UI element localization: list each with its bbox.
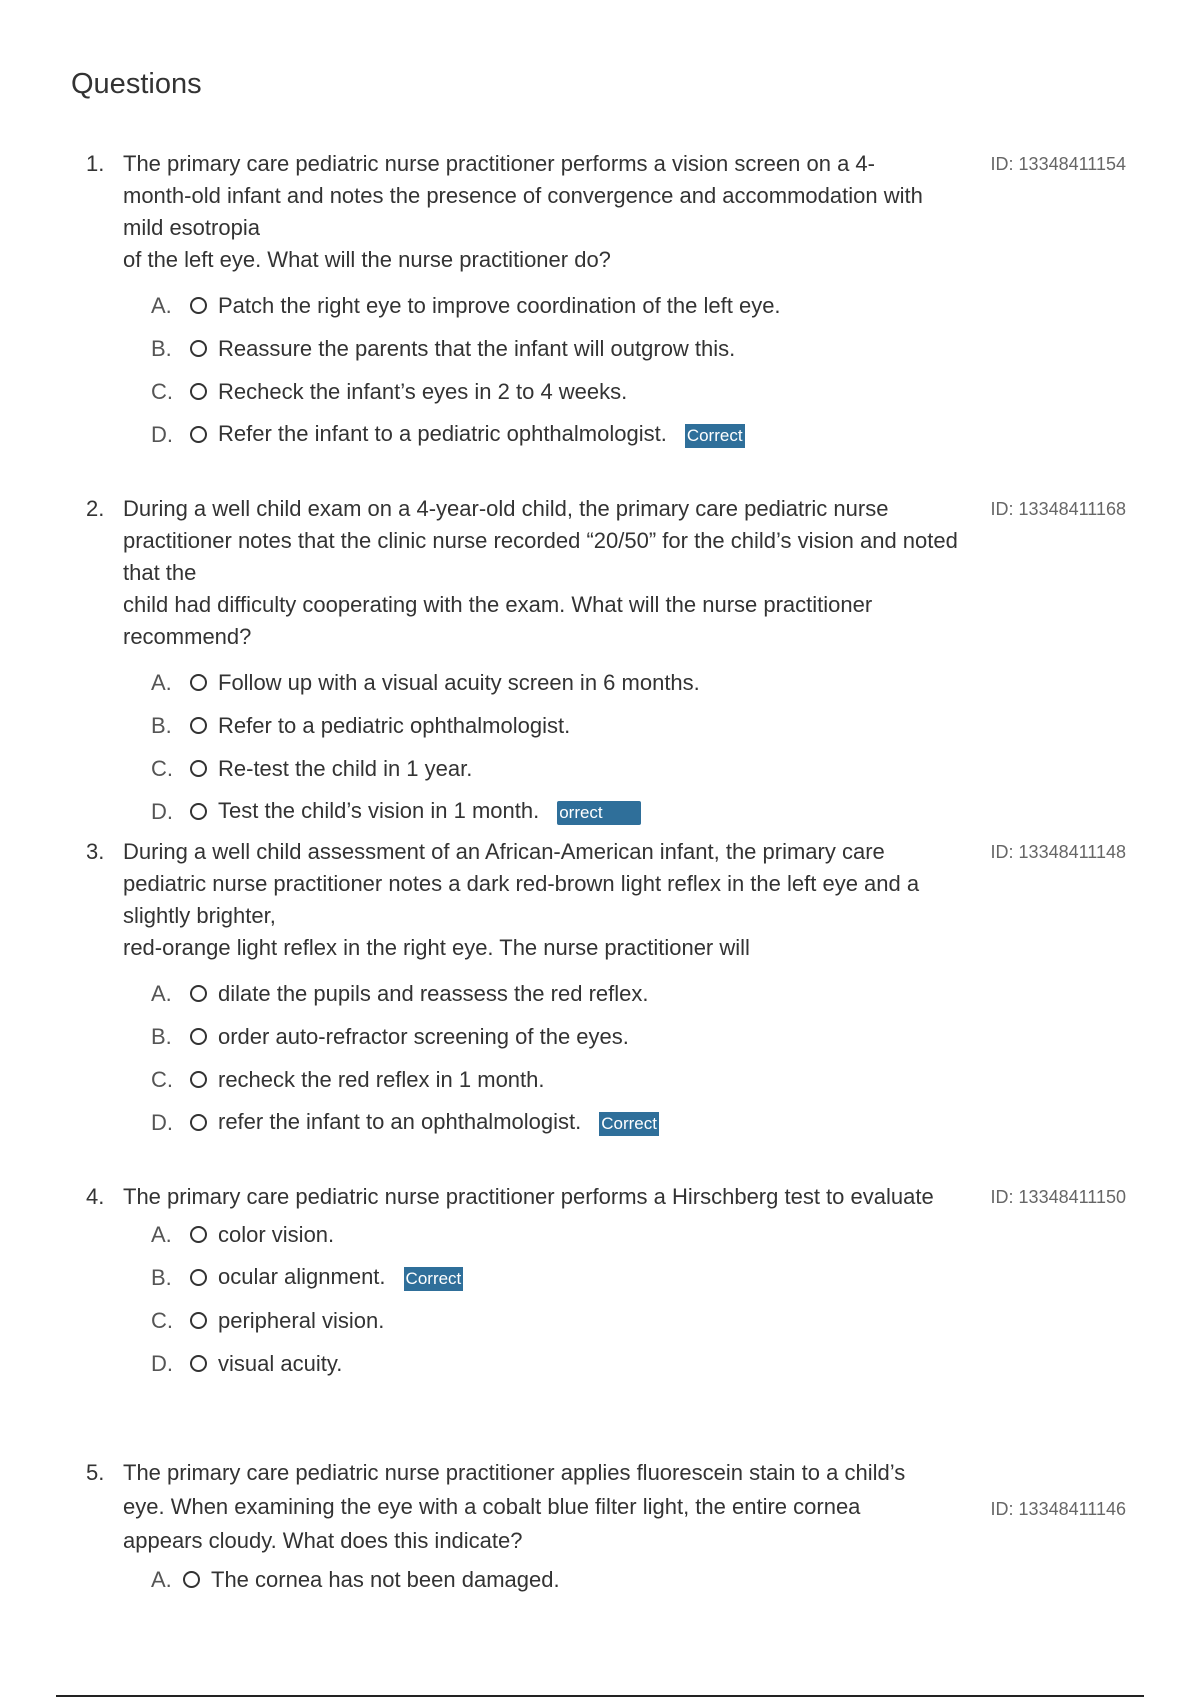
radio-button[interactable] bbox=[190, 1071, 207, 1088]
question-line: appears cloudy. What does this indicate? bbox=[123, 1528, 523, 1553]
option-a[interactable] bbox=[86, 972, 1126, 1015]
option-text: visual acuity. bbox=[218, 1350, 343, 1376]
radio-button[interactable] bbox=[183, 1571, 200, 1588]
option-text: Refer to a pediatric ophthalmologist. bbox=[218, 712, 571, 738]
option-c[interactable] bbox=[86, 747, 1126, 790]
radio-button[interactable] bbox=[190, 717, 207, 734]
radio-button[interactable] bbox=[190, 803, 207, 820]
option-text bbox=[218, 798, 641, 824]
question-id: ID: 13348411148 bbox=[990, 842, 1126, 862]
radio-button[interactable] bbox=[190, 985, 207, 1002]
correct-badge: Correct bbox=[685, 424, 745, 448]
option-letter: C. bbox=[151, 1307, 173, 1333]
option-c[interactable] bbox=[86, 1299, 1126, 1342]
option-a[interactable] bbox=[86, 1213, 1126, 1256]
radio-button[interactable] bbox=[190, 674, 207, 691]
option-b[interactable] bbox=[86, 327, 1126, 370]
question-line: The primary care pediatric nurse practitioner performs a vision screen on a 4- bbox=[123, 151, 875, 176]
radio-button[interactable] bbox=[190, 426, 207, 443]
correct-badge: Correct bbox=[599, 1112, 659, 1136]
question-line: month-old infant and notes the presence of convergence and accommodation with mild esotropia bbox=[123, 183, 923, 240]
option-letter: A. bbox=[151, 292, 172, 318]
radio-button[interactable] bbox=[190, 1114, 207, 1131]
radio-button[interactable] bbox=[190, 340, 207, 357]
question-line: pediatric nurse practitioner notes a dark red-brown light reflex in the left eye and a slightly brighter, bbox=[123, 871, 920, 928]
option-letter: A. bbox=[151, 1221, 172, 1247]
option-text bbox=[218, 421, 745, 447]
option-letter: D. bbox=[151, 798, 173, 824]
question-line: The primary care pediatric nurse practitioner applies fluorescein stain to a child’s bbox=[123, 1460, 906, 1485]
question-number: 4. bbox=[86, 1184, 105, 1209]
option-b[interactable] bbox=[86, 704, 1126, 747]
question-stem bbox=[86, 836, 1126, 964]
option-text: recheck the red reflex in 1 month. bbox=[218, 1066, 545, 1092]
question-line: red-orange light reflex in the right eye. The nurse practitioner will bbox=[123, 935, 750, 960]
question-stem bbox=[86, 493, 1126, 653]
option-text: color vision. bbox=[218, 1221, 335, 1247]
option-letter: B. bbox=[151, 335, 172, 361]
option-letter: C. bbox=[151, 378, 173, 404]
option-text: dilate the pupils and reassess the red reflex. bbox=[218, 980, 649, 1006]
option-letter: D. bbox=[151, 1109, 173, 1135]
radio-button[interactable] bbox=[190, 760, 207, 777]
radio-button[interactable] bbox=[190, 1355, 207, 1372]
question-id: ID: 13348411154 bbox=[990, 154, 1126, 174]
question-line: eye. When examining the eye with a cobalt blue filter light, the entire cornea bbox=[123, 1494, 861, 1519]
correct-badge: Correct bbox=[404, 1267, 464, 1291]
option-letter: D. bbox=[151, 1350, 173, 1376]
option-text: peripheral vision. bbox=[218, 1307, 385, 1333]
radio-button[interactable] bbox=[190, 1269, 207, 1286]
page-bottom-divider bbox=[56, 1695, 1144, 1697]
option-letter: D. bbox=[151, 421, 173, 447]
option-a[interactable] bbox=[86, 1558, 1126, 1601]
radio-button[interactable] bbox=[190, 1226, 207, 1243]
question-5 bbox=[86, 1456, 1126, 1601]
option-d[interactable] bbox=[86, 790, 1126, 833]
option-text-content: refer the infant to an ophthalmologist. bbox=[218, 1109, 582, 1135]
question-line: During a well child assessment of an African-American infant, the primary care bbox=[123, 839, 885, 864]
question-3 bbox=[86, 836, 1126, 1144]
question-id: ID: 13348411168 bbox=[990, 499, 1126, 519]
option-c[interactable] bbox=[86, 370, 1126, 413]
option-letter: C. bbox=[151, 755, 173, 781]
question-line: The primary care pediatric nurse practitioner performs a Hirschberg test to evaluate bbox=[123, 1184, 934, 1209]
question-number: 3. bbox=[86, 839, 105, 864]
option-letter: A. bbox=[151, 980, 172, 1006]
correct-badge: orrect bbox=[557, 801, 641, 825]
option-text-content: Test the child’s vision in 1 month. bbox=[218, 798, 540, 824]
option-text-content: Refer the infant to a pediatric ophthalmologist. bbox=[218, 421, 667, 447]
option-d[interactable] bbox=[86, 413, 1126, 456]
option-letter: B. bbox=[151, 1264, 172, 1290]
option-c[interactable] bbox=[86, 1058, 1126, 1101]
radio-button[interactable] bbox=[190, 1312, 207, 1329]
question-number: 1. bbox=[86, 151, 105, 176]
option-letter: B. bbox=[151, 1023, 172, 1049]
question-number: 5. bbox=[86, 1460, 105, 1485]
option-text: Follow up with a visual acuity screen in 6 months. bbox=[218, 669, 700, 695]
option-text bbox=[218, 1109, 659, 1135]
option-b[interactable] bbox=[86, 1256, 1126, 1299]
question-4 bbox=[86, 1181, 1126, 1385]
question-line: of the left eye. What will the nurse practitioner do? bbox=[123, 247, 611, 272]
radio-button[interactable] bbox=[190, 1028, 207, 1045]
answer-options bbox=[86, 1213, 1126, 1385]
question-stem bbox=[86, 148, 1126, 276]
question-number: 2. bbox=[86, 496, 105, 521]
question-2 bbox=[86, 493, 1126, 833]
option-a[interactable] bbox=[86, 284, 1126, 327]
question-line: During a well child exam on a 4-year-old child, the primary care pediatric nurse bbox=[123, 496, 889, 521]
question-stem bbox=[86, 1181, 1126, 1213]
option-a[interactable] bbox=[86, 661, 1126, 704]
option-letter: C. bbox=[151, 1066, 173, 1092]
option-d[interactable] bbox=[86, 1101, 1126, 1144]
answer-options bbox=[86, 661, 1126, 833]
answer-options bbox=[86, 284, 1126, 456]
option-text-content: ocular alignment. bbox=[218, 1264, 386, 1290]
page-title: Questions bbox=[71, 68, 202, 100]
answer-options bbox=[86, 972, 1126, 1144]
option-text: Patch the right eye to improve coordination of the left eye. bbox=[218, 292, 781, 318]
question-id: ID: 13348411150 bbox=[990, 1187, 1126, 1207]
question-1 bbox=[86, 148, 1126, 456]
question-line: child had difficulty cooperating with the exam. What will the nurse practitioner recommend? bbox=[123, 592, 873, 649]
answer-options bbox=[86, 1558, 1126, 1601]
option-letter: A. bbox=[151, 669, 172, 695]
option-text: The cornea has not been damaged. bbox=[211, 1566, 560, 1592]
question-id: ID: 13348411146 bbox=[990, 1499, 1126, 1519]
option-text: order auto-refractor screening of the eyes. bbox=[218, 1023, 629, 1049]
option-letter: A. bbox=[151, 1566, 172, 1592]
option-text bbox=[218, 1264, 463, 1290]
option-text: Reassure the parents that the infant will outgrow this. bbox=[218, 335, 736, 361]
radio-button[interactable] bbox=[190, 383, 207, 400]
option-d[interactable] bbox=[86, 1342, 1126, 1385]
question-line: practitioner notes that the clinic nurse recorded “20/50” for the child’s vision and noted that the bbox=[123, 528, 958, 585]
option-b[interactable] bbox=[86, 1015, 1126, 1058]
radio-button[interactable] bbox=[190, 297, 207, 314]
question-stem bbox=[86, 1456, 1126, 1558]
option-text: Recheck the infant’s eyes in 2 to 4 weeks. bbox=[218, 378, 628, 404]
option-text: Re-test the child in 1 year. bbox=[218, 755, 473, 781]
option-letter: B. bbox=[151, 712, 172, 738]
